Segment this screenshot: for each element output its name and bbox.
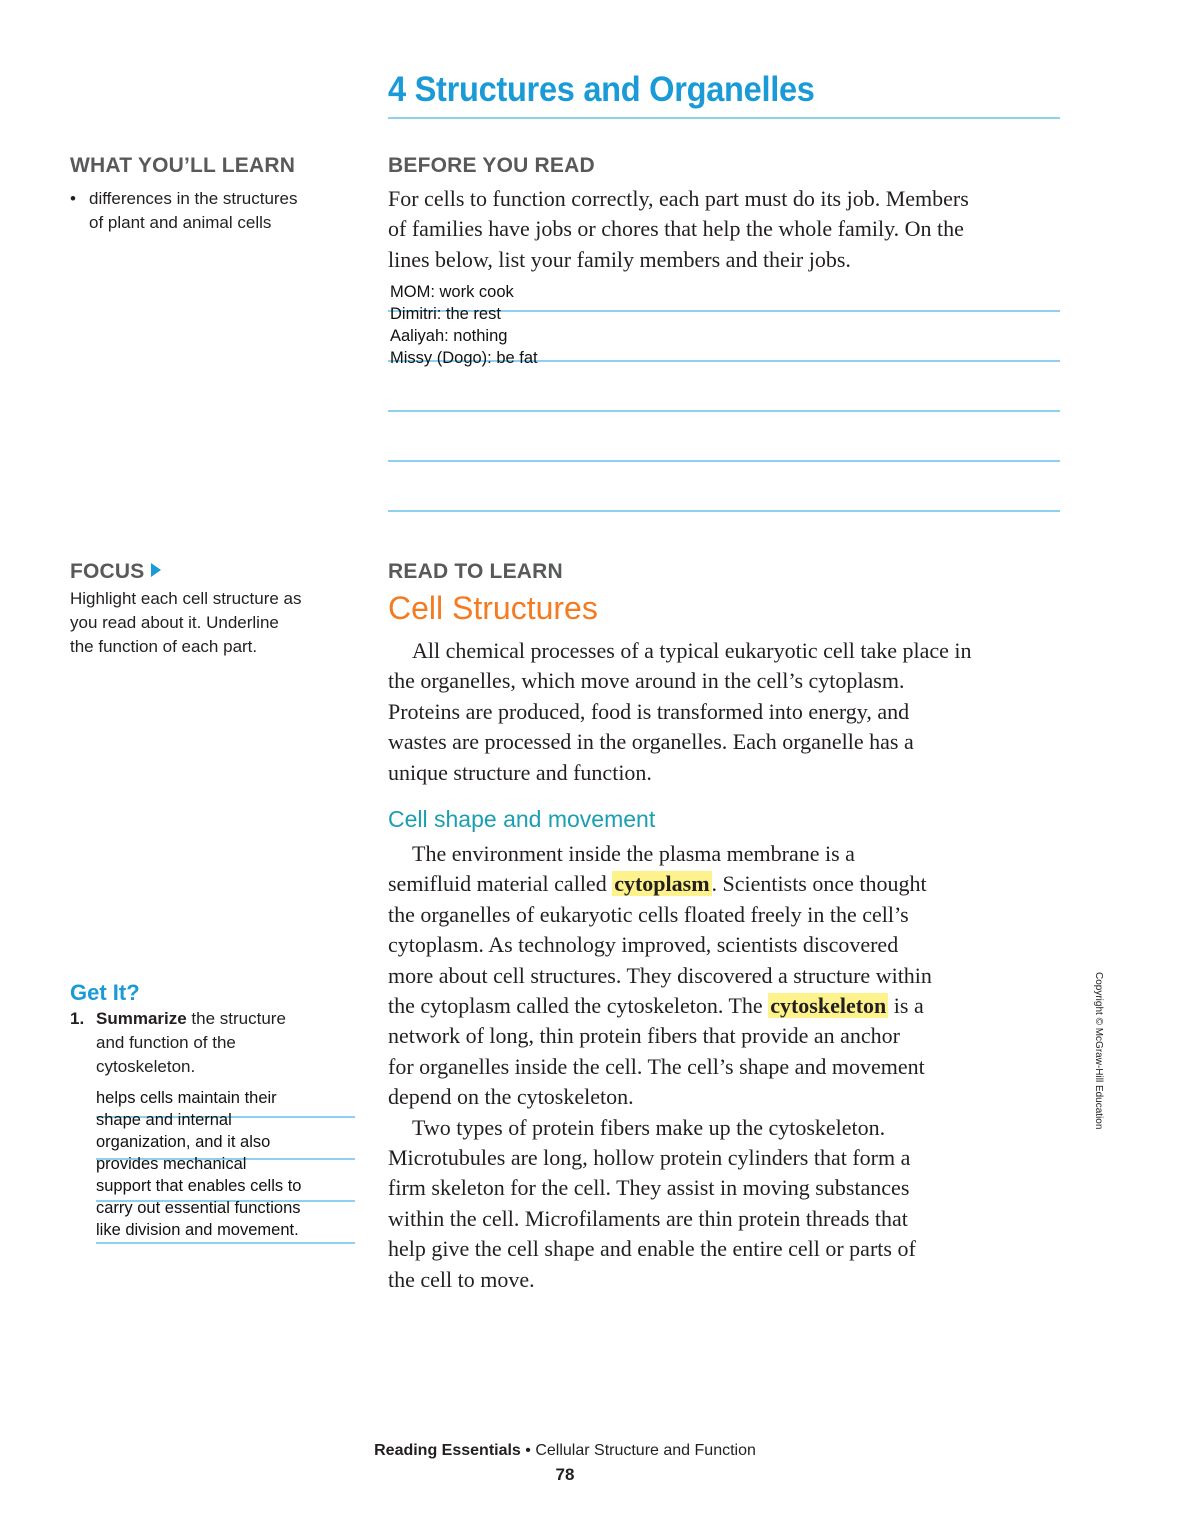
body-line: Proteins are produced, food is transformed into energy, and xyxy=(388,698,910,724)
answer-entry: Aaliyah: nothing xyxy=(390,327,508,345)
learn-item-line1: differences in the structures xyxy=(89,189,298,208)
answer-entry: organization, and it also xyxy=(96,1133,271,1151)
read-to-learn-heading: READ TO LEARN xyxy=(388,560,563,583)
body-line: wastes are processed in the organelles. Each organelle has a xyxy=(388,729,914,755)
body-line: network of long, thin protein fibers that provide an anchor xyxy=(388,1023,900,1049)
learn-item-line2: of plant and animal cells xyxy=(89,213,272,232)
footer-line xyxy=(0,1442,1130,1460)
answer-entry: helps cells maintain their xyxy=(96,1089,277,1107)
focus-line: you read about it. Underline xyxy=(70,613,279,632)
answer-line[interactable] xyxy=(388,410,1060,412)
footer-chapter: Cellular Structure and Function xyxy=(535,1442,756,1459)
body-line: more about cell structures. They discovered a structure within xyxy=(388,962,932,988)
body-line: the organelles of eukaryotic cells floated freely in the cell’s xyxy=(388,901,909,927)
focus-text xyxy=(70,587,302,659)
answer-entry: Dimitri: the rest xyxy=(390,305,501,323)
body-line: cytoplasm. As technology improved, scientists discovered xyxy=(388,932,899,958)
focus-line: the function of each part. xyxy=(70,637,258,656)
body-line: unique structure and function. xyxy=(388,759,652,785)
subhead-cell-shape: Cell shape and movement xyxy=(388,806,656,832)
highlighted-term-cytoskeleton: cytoskeleton xyxy=(770,993,887,1019)
answer-line[interactable] xyxy=(388,460,1060,462)
body-line: All chemical processes of a typical eukaryotic cell take place in xyxy=(412,638,972,663)
focus-heading xyxy=(70,560,161,584)
answer-entry: shape and internal xyxy=(96,1111,232,1129)
what-youll-learn-heading: WHAT YOU’LL LEARN xyxy=(70,154,296,177)
text-run: the structure xyxy=(186,1009,286,1028)
answer-entry: support that enables cells to xyxy=(96,1177,302,1195)
question-text xyxy=(96,1007,286,1079)
play-arrow-icon xyxy=(151,563,161,577)
title-rule xyxy=(388,117,1060,119)
text-run: . Scientists once thought xyxy=(711,871,927,897)
body-line: firm skeleton for the cell. They assist in moving substances xyxy=(388,1175,910,1201)
answer-entry: MOM: work cook xyxy=(390,283,514,301)
body-line: The environment inside the plasma membrane is a xyxy=(412,841,855,866)
body-line: For cells to function correctly, each part must do its job. Members xyxy=(388,186,969,211)
body-line: for organelles inside the cell. The cell’s shape and movement xyxy=(388,1053,925,1079)
footer-separator: • xyxy=(520,1442,536,1459)
answer-entry: Missy (Dogo): be fat xyxy=(390,349,538,367)
body-line xyxy=(388,869,932,899)
before-you-read-heading: BEFORE YOU READ xyxy=(388,154,595,177)
text-run: semifluid material called xyxy=(388,871,613,897)
learn-bullet: • xyxy=(70,189,76,208)
focus-label: FOCUS xyxy=(70,560,145,583)
highlighted-term-cytoplasm: cytoplasm xyxy=(614,871,710,897)
body-line: help give the cell shape and enable the entire cell or parts of xyxy=(388,1236,916,1262)
answer-entry: carry out essential functions xyxy=(96,1199,301,1217)
focus-line: Highlight each cell structure as xyxy=(70,589,302,608)
question-verb: Summarize xyxy=(96,1009,187,1028)
page-number: 78 xyxy=(555,1465,575,1484)
question-line: cytoskeleton. xyxy=(96,1057,196,1076)
body-line: lines below, list your family members and their jobs. xyxy=(388,246,851,272)
body-line: the cell to move. xyxy=(388,1266,535,1292)
answer-entry: like division and movement. xyxy=(96,1221,299,1239)
page-title: 4 Structures and Organelles xyxy=(388,70,815,109)
text-run: the cytoplasm called the cytoskeleton. The xyxy=(388,993,769,1019)
body-line xyxy=(388,991,932,1021)
answer-line[interactable] xyxy=(96,1242,355,1244)
answer-entry: provides mechanical xyxy=(96,1155,247,1173)
body-line: within the cell. Microfilaments are thin protein threads that xyxy=(388,1205,908,1231)
body-line: depend on the cytoskeleton. xyxy=(388,1084,634,1110)
paragraph-cytoplasm xyxy=(388,839,932,1295)
get-it-heading: Get It? xyxy=(70,980,140,1005)
footer-book: Reading Essentials xyxy=(374,1442,521,1459)
family-answer-text[interactable] xyxy=(390,281,538,369)
body-line: the organelles, which move around in the cell’s cytoplasm. xyxy=(388,668,905,694)
answer-line[interactable] xyxy=(388,510,1060,512)
copyright-notice: Copyright © McGraw-Hill Education xyxy=(1093,972,1104,1130)
section-title: Cell Structures xyxy=(388,590,598,626)
intro-paragraph xyxy=(388,636,972,788)
question-number xyxy=(70,1007,84,1031)
body-line: of families have jobs or chores that help the whole family. On the xyxy=(388,216,964,242)
question-line: and function of the xyxy=(96,1033,236,1052)
question-number-label: 1. xyxy=(70,1009,85,1028)
before-you-read-text xyxy=(388,184,969,275)
body-line: Microtubules are long, hollow protein cylinders that form a xyxy=(388,1145,911,1171)
get-it-answer-text[interactable] xyxy=(96,1087,301,1241)
body-line: Two types of protein fibers make up the cytoskeleton. xyxy=(412,1114,886,1140)
question-line xyxy=(96,1007,286,1031)
text-run: is a xyxy=(888,993,924,1019)
